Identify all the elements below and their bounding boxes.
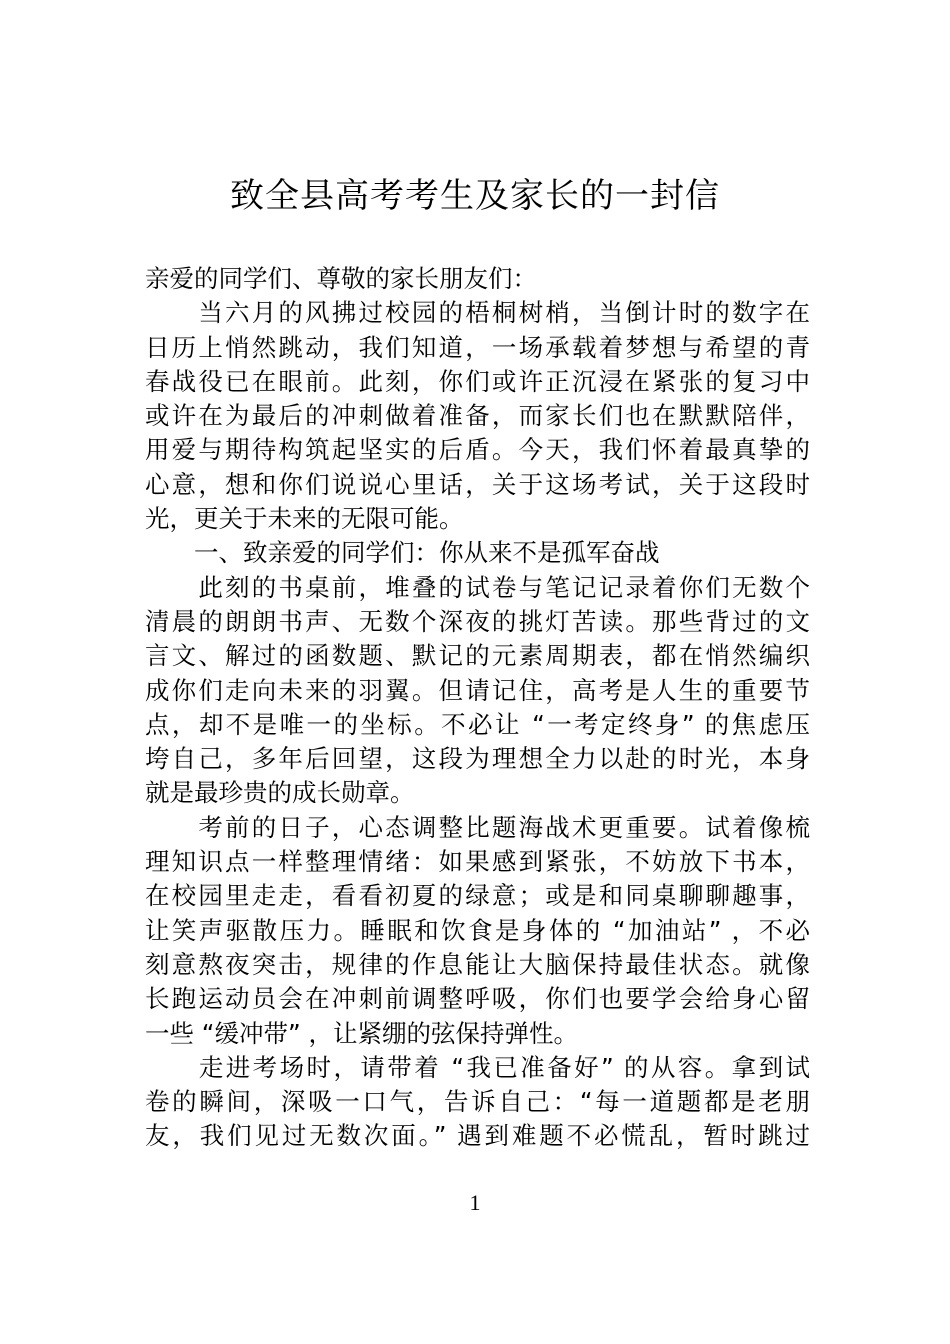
- text-line: 一、致亲爱的同学们：你从来不是孤军奋战: [145, 538, 660, 568]
- text-line: 刻意熬夜突击，规律的作息能让大脑保持最佳状态。就像: [145, 949, 810, 979]
- page-number: 1: [469, 1190, 481, 1215]
- text-line: 言文、解过的函数题、默记的元素周期表，都在悄然编织: [145, 641, 810, 671]
- text-line: 卷的瞬间，深吸一口气，告诉自己：“每一道题都是老朋: [145, 1087, 810, 1117]
- text-line: 清晨的朗朗书声、无数个深夜的挑灯苦读。那些背过的文: [145, 606, 810, 636]
- text-line: 此刻的书桌前，堆叠的试卷与笔记记录着你们无数个: [145, 572, 810, 602]
- text-line: 点，却不是唯一的坐标。不必让 “一考定终身” 的焦虑压: [145, 709, 810, 739]
- text-line: 长跑运动员会在冲刺前调整呼吸，你们也要学会给身心留: [145, 984, 810, 1014]
- text-line: 当六月的风拂过校园的梧桐树梢，当倒计时的数字在: [145, 298, 810, 328]
- text-line: 友，我们见过无数次面。” 遇到难题不必慌乱，暂时跳过: [145, 1121, 810, 1151]
- text-line: 亲爱的同学们、尊敬的家长朋友们：: [145, 264, 537, 293]
- text-line: 一些 “缓冲带” ，让紧绷的弦保持弹性。: [145, 1018, 578, 1048]
- text-line: 垮自己，多年后回望，这段为理想全力以赴的时光，本身: [145, 744, 810, 774]
- text-line: 春战役已在眼前。此刻，你们或许正沉浸在紧张的复习中: [145, 366, 810, 396]
- text-line: 走进考场时，请带着 “我已准备好” 的从容。拿到试: [145, 1052, 810, 1082]
- text-line: 让笑声驱散压力。睡眠和饮食是身体的 “加油站” ，不必: [145, 915, 810, 945]
- text-line: 或许在为最后的冲刺做着准备，而家长们也在默默陪伴，: [145, 401, 810, 431]
- text-line: 成你们走向未来的羽翼。但请记住，高考是人生的重要节: [145, 675, 810, 705]
- letter-title: 致全县高考考生及家长的一封信: [230, 176, 720, 216]
- text-line: 考前的日子，心态调整比题海战术更重要。试着像梳: [145, 812, 810, 842]
- text-line: 就是最珍贵的成长勋章。: [145, 778, 415, 808]
- text-line: 理知识点一样整理情绪：如果感到紧张，不妨放下书本，: [145, 847, 810, 877]
- letter-body: [145, 262, 810, 1154]
- text-line: 用爱与期待构筑起坚实的后盾。今天，我们怀着最真挚的: [145, 435, 810, 465]
- text-line: 在校园里走走，看看初夏的绿意；或是和同桌聊聊趣事，: [145, 881, 810, 911]
- text-line: 日历上悄然跳动，我们知道，一场承载着梦想与希望的青: [145, 332, 810, 362]
- text-line: 心意，想和你们说说心里话，关于这场考试，关于这段时: [145, 469, 810, 499]
- text-line: 光，更关于未来的无限可能。: [145, 504, 464, 534]
